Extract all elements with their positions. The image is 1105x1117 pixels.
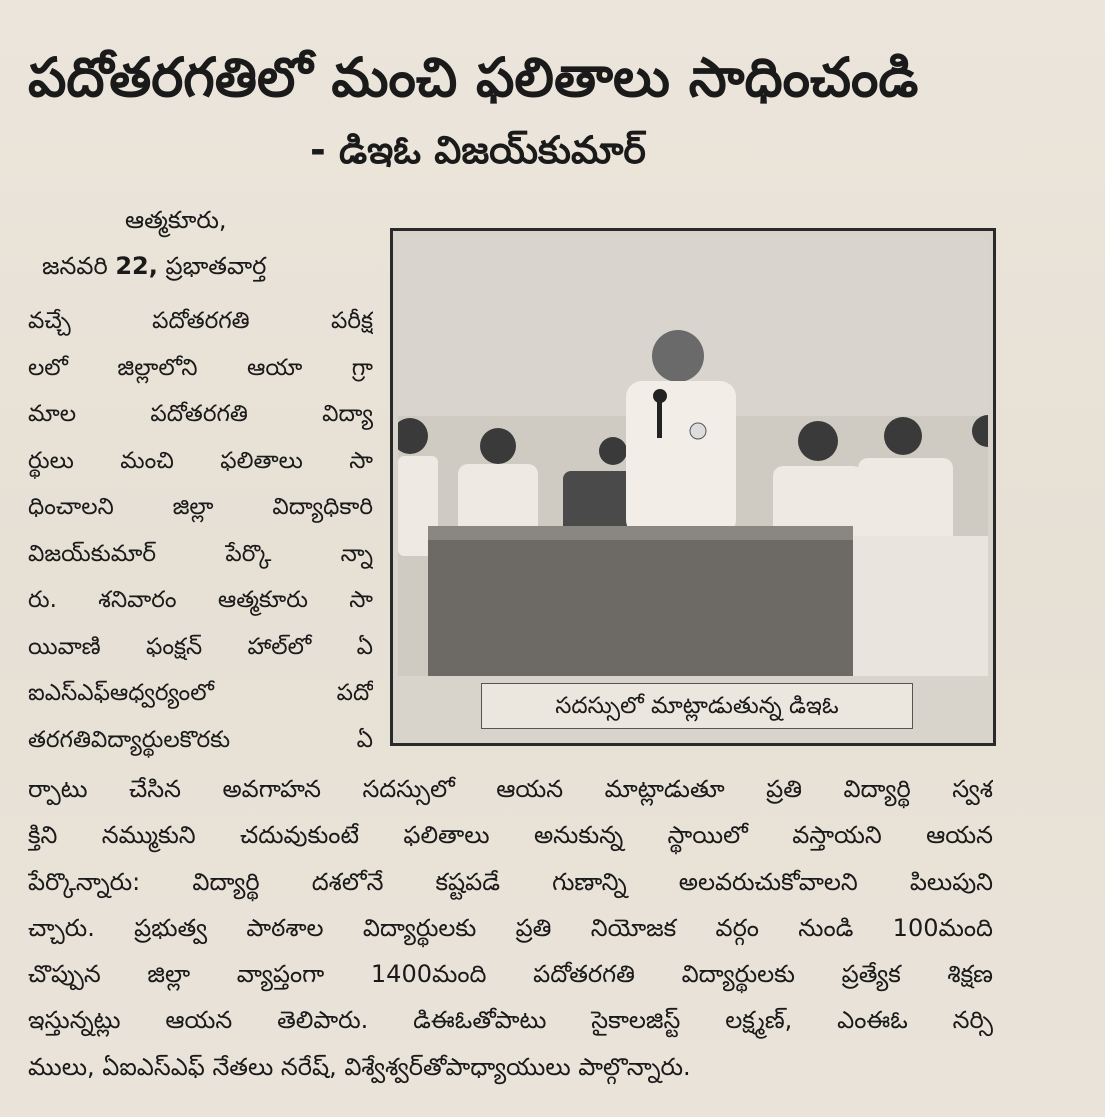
text-line: క్తిని నమ్ముకుని చదువుకుంటే ఫలితాలు అనుకున్న స్థాయిలో వస్తాయని ఆయన (28, 821, 993, 850)
article-column-text (28, 298, 378, 763)
photo-caption: సదస్సులో మాట్లాడుతున్న డిఇఓ (481, 683, 913, 729)
text-line: ర్పాటు చేసిన అవగాహన సదస్సులో ఆయన మాట్లాడుతూ ప్రతి విద్యార్థి స్వశ (28, 775, 993, 803)
text-line: ర్థులు మంచి ఫలితాలు సా (28, 447, 373, 474)
text-line: చ్చారు. ప్రభుత్వ పాఠశాల విద్యార్థులకు ప్రతి నియోజక వర్గం నుండి 100మంది (28, 913, 993, 942)
text-line: మాల పదోతరగతి విద్యా (28, 401, 373, 427)
subheadline: - డిఇఓ విజయ్‌కుమార్ (310, 128, 646, 172)
text-line: తరగతివిద్యార్థులకొరకు ఏ (28, 726, 373, 753)
text-line: విజయ్‌కుమార్ పేర్కొ న్నా (28, 540, 373, 567)
news-photo (390, 228, 996, 746)
text-line: ఇస్తున్నట్లు ఆయన తెలిపారు. డిఈఓతోపాటు సైకాలజిస్ట్ లక్ష్మణ్, ఎంఈఓ నర్సి (28, 1006, 993, 1035)
text-line: ఐఎస్ఎఫ్ఆధ్వర్యంలో పదో (28, 680, 373, 706)
event-photo (398, 236, 988, 676)
dateline-source: ప్రభాతవార్త (165, 252, 267, 280)
text-line: వచ్చే పదోతరగతి పరీక్ష (28, 308, 373, 334)
text-line: రు. శనివారం ఆత్మకూరు సా (28, 587, 373, 613)
text-line: ధించాలని జిల్లా విద్యాధికారి (28, 494, 373, 520)
dateline-day: 22, (115, 252, 158, 280)
dateline-place: ఆత్మకూరు, (125, 206, 227, 234)
text-line: ములు, ఏఐఎస్ఎఫ్ నేతలు నరేష్, విశ్వేశ్వర్‌తోపాధ్యాయులు పాల్గొన్నారు. (28, 1052, 691, 1081)
dateline-date (42, 252, 266, 286)
text-line: లలో జిల్లాలోని ఆయా గ్రా (28, 354, 373, 381)
article-body-text (28, 766, 1090, 1090)
headline: పదోతరగతిలో మంచి ఫలితాలు సాధించండి (28, 46, 919, 109)
text-line: పేర్కొన్నారు: విద్యార్థి దశలోనే కష్టపడే గుణాన్ని అలవరుచుకోవాలని పిలుపుని (28, 867, 993, 896)
dateline-month: జనవరి (42, 252, 108, 280)
text-line: యివాణి ఫంక్షన్ హాల్‌లో ఏ (28, 633, 373, 660)
text-line: చొప్పున జిల్లా వ్యాప్తంగా 1400మంది పదోతరగతి విద్యార్థులకు ప్రత్యేక శిక్షణ (28, 960, 993, 989)
